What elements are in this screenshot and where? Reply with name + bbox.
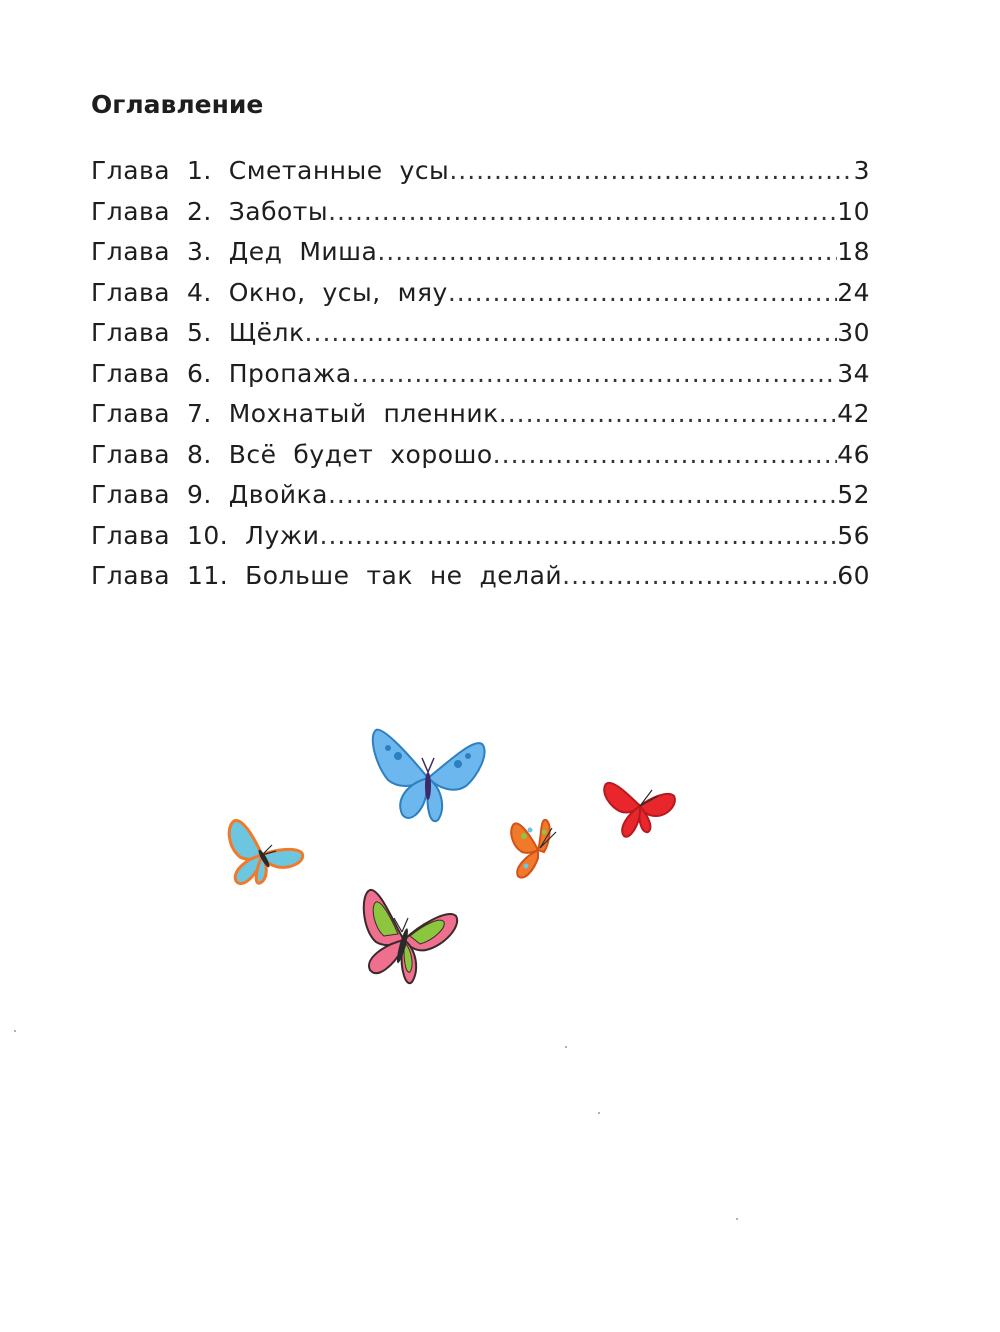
toc-entry-label: Глава 11. Больше так не делай (91, 561, 563, 590)
toc-entry[interactable] (91, 480, 870, 521)
toc-leader-dots (493, 440, 838, 469)
toc-page-number: 10 (837, 196, 870, 226)
toc-page-number: 24 (837, 277, 870, 307)
butterfly-blue-icon (373, 730, 485, 822)
toc-page-number: 52 (837, 480, 870, 509)
toc-entry[interactable] (91, 521, 870, 562)
toc-page-number: 18 (837, 237, 870, 266)
toc-entry-label: Глава 5. Щёлк (91, 318, 305, 347)
toc-entry[interactable] (91, 318, 870, 359)
toc-entry-label: Глава 6. Пропажа (91, 358, 352, 388)
toc-leader-dots (328, 480, 837, 509)
toc-list (91, 156, 870, 602)
toc-entry[interactable] (91, 359, 870, 400)
toc-leader-dots (449, 156, 853, 185)
toc-page-number: 30 (837, 318, 870, 347)
toc-entry-label: Глава 10. Лужи (91, 520, 320, 550)
toc-entry[interactable] (91, 440, 870, 481)
butterfly-pink-icon (364, 890, 457, 983)
toc-entry-label: Глава 1. Сметанные усы (91, 156, 450, 185)
butterfly-orange-icon (511, 820, 556, 878)
toc-leader-dots (352, 359, 837, 388)
toc-entry[interactable] (91, 561, 870, 602)
toc-leader-dots (320, 521, 838, 550)
toc-entry-label: Глава 9. Двойка (91, 480, 328, 509)
toc-page-number: 46 (837, 439, 870, 469)
butterfly-cyan-orange-icon (229, 820, 302, 883)
toc-entry-label: Глава 7. Мохнатый пленник (91, 399, 499, 428)
toc-leader-dots (499, 399, 837, 428)
toc-entry[interactable] (91, 399, 870, 440)
toc-leader-dots (448, 278, 837, 307)
toc-page-number: 56 (837, 520, 870, 550)
butterfly-red-icon (604, 783, 675, 837)
toc-entry-label: Глава 4. Окно, усы, мяу (91, 277, 448, 307)
toc-page-number: 60 (837, 561, 870, 590)
toc-entry-label: Глава 8. Всё будет хорошо (91, 439, 493, 469)
butterflies-illustration (0, 700, 1000, 1020)
toc-leader-dots (305, 318, 838, 347)
toc-page-number: 34 (837, 358, 870, 388)
toc-entry[interactable] (91, 237, 870, 278)
toc-leader-dots (328, 197, 837, 226)
toc-page-number: 3 (853, 156, 870, 185)
toc-leader-dots (562, 561, 837, 590)
toc-entry-label: Глава 2. Заботы (91, 196, 329, 226)
toc-entry[interactable] (91, 197, 870, 238)
toc-entry[interactable] (91, 278, 870, 319)
toc-title: Оглавление (91, 90, 264, 119)
toc-leader-dots (377, 237, 837, 266)
toc-entry[interactable] (91, 156, 870, 197)
toc-page-number: 42 (837, 399, 870, 428)
toc-entry-label: Глава 3. Дед Миша (91, 237, 378, 266)
